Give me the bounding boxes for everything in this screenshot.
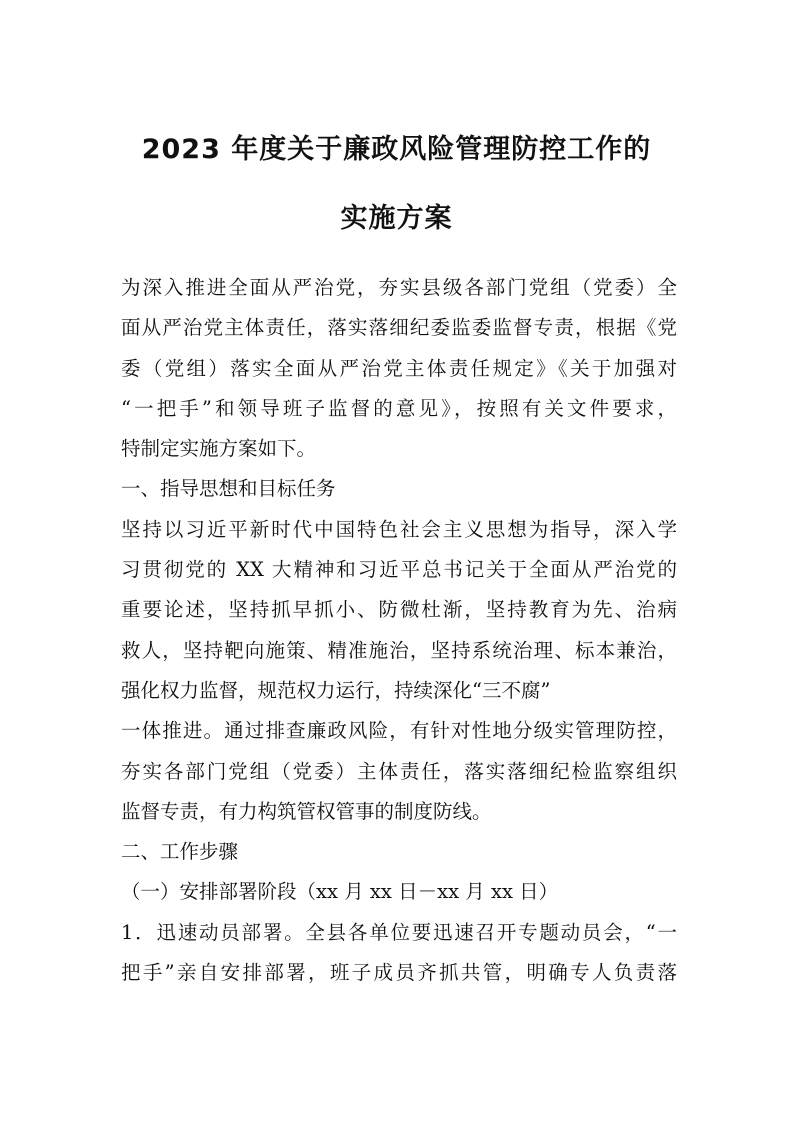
paragraph-line: “一把手”和领导班子监督的意见》，按照有关文件要求， bbox=[121, 396, 677, 420]
paragraph-line: 一体推进。通过排查廉政风险，有针对性地分级实管理防控， bbox=[121, 719, 677, 743]
paragraph-line: 坚持以习近平新时代中国特色社会主义思想为指导，深入学 bbox=[121, 517, 677, 541]
paragraph-line: 强化权力监督，规范权力运行，持续深化“三不腐” bbox=[121, 678, 551, 702]
section-heading: 一、指导思想和目标任务 bbox=[121, 477, 336, 501]
paragraph-line: 重要论述，坚持抓早抓小、防微杜渐，坚持教育为先、治病 bbox=[121, 598, 677, 622]
document-body bbox=[121, 268, 677, 993]
subsection-heading: （一）安排部署阶段（xx 月 xx 日－xx 月 xx 日） bbox=[121, 880, 559, 904]
section-heading: 二、工作步骤 bbox=[121, 840, 239, 864]
paragraph-line: 面从严治党主体责任，落实落细纪委监委监督专责，根据《党 bbox=[121, 316, 677, 340]
paragraph-line: 1．迅速动员部署。全县各单位要迅速召开专题动员会，“一 bbox=[121, 920, 677, 944]
paragraph-line: 把手”亲自安排部署，班子成员齐抓共管，明确专人负责落 bbox=[121, 961, 677, 985]
paragraph-line: 委（党组）落实全面从严治党主体责任规定》《关于加强对 bbox=[121, 356, 677, 380]
document-title-line-2: 实施方案 bbox=[340, 203, 453, 234]
paragraph-line: 习贯彻党的 XX 大精神和习近平总书记关于全面从严治党的 bbox=[121, 558, 677, 582]
paragraph-line: 夯实各部门党组（党委）主体责任，落实落细纪检监察组织 bbox=[121, 759, 677, 783]
paragraph-line: 为深入推进全面从严治党，夯实县级各部门党组（党委）全 bbox=[121, 276, 677, 299]
paragraph-line: 特制定实施方案如下。 bbox=[121, 437, 317, 461]
paragraph-line: 监督专责，有力构筑管权管事的制度防线。 bbox=[121, 799, 492, 823]
document-title-line-1: 2023 年度关于廉政风险管理防控工作的 bbox=[141, 134, 652, 165]
paragraph-line: 救人，坚持靶向施策、精准施治，坚持系统治理、标本兼治， bbox=[121, 638, 677, 662]
